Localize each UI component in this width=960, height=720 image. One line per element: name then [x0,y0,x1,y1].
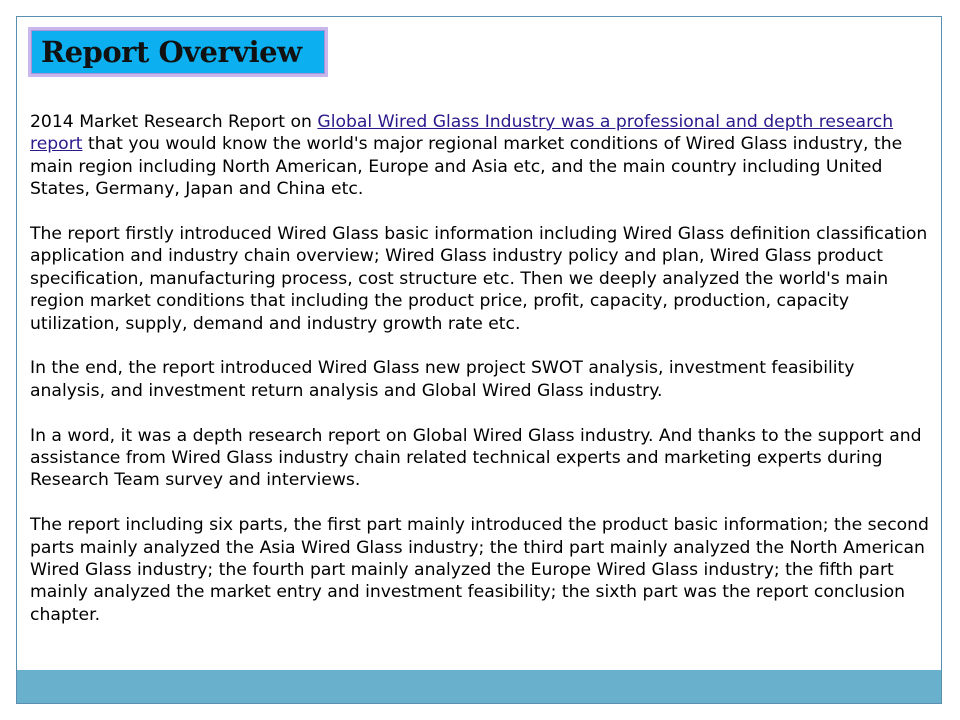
footer-bar [17,670,941,703]
page-title: Report Overview [41,35,302,69]
slide-frame [16,16,942,704]
report-link[interactable]: Global Wired Glass Industry was a professional and depth research report [30,112,894,155]
paragraph-six-parts: The report including six parts, the first part mainly introduced the product basic information; the second parts mainly analyzed the Asia Wired Glass industry; the third part mainly analyzed the North American Wired Glass industry; the fourth part mainly analyzed the Europe Wired Glass industry; the fifth part mainly analyzed the market entry and investment feasibility; the sixth part was the report conclusion chapter. [30,515,929,625]
intro-suffix: that you would know the world's major regional market conditions of Wired Glass industry, the main region including North American, Europe and Asia etc, and the main country including United States, Germany, Japan and China etc. [30,134,903,200]
title-box [28,27,328,77]
paragraph-basic-info: The report firstly introduced Wired Glass basic information including Wired Glass definition classification application and industry chain overview; Wired Glass industry policy and plan, Wired Glass product specification, manufacturing process, cost structure etc. Then we deeply analyzed the world's main region market conditions that including the product price, profit, capacity, production, capacity utilization, supply, demand and industry growth rate etc. [30,224,928,334]
paragraph-swot: In the end, the report introduced Wired Glass new project SWOT analysis, investment feasibility analysis, and investment return analysis and Global Wired Glass industry. [30,358,855,401]
paragraph-intro [30,111,933,201]
report-body [30,111,933,649]
paragraph-thanks: In a word, it was a depth research report on Global Wired Glass industry. And thanks to the support and assistance from Wired Glass industry chain related technical experts and marketing experts during Research Team survey and interviews. [30,425,922,491]
intro-prefix: 2014 Market Research Report on [30,112,318,132]
